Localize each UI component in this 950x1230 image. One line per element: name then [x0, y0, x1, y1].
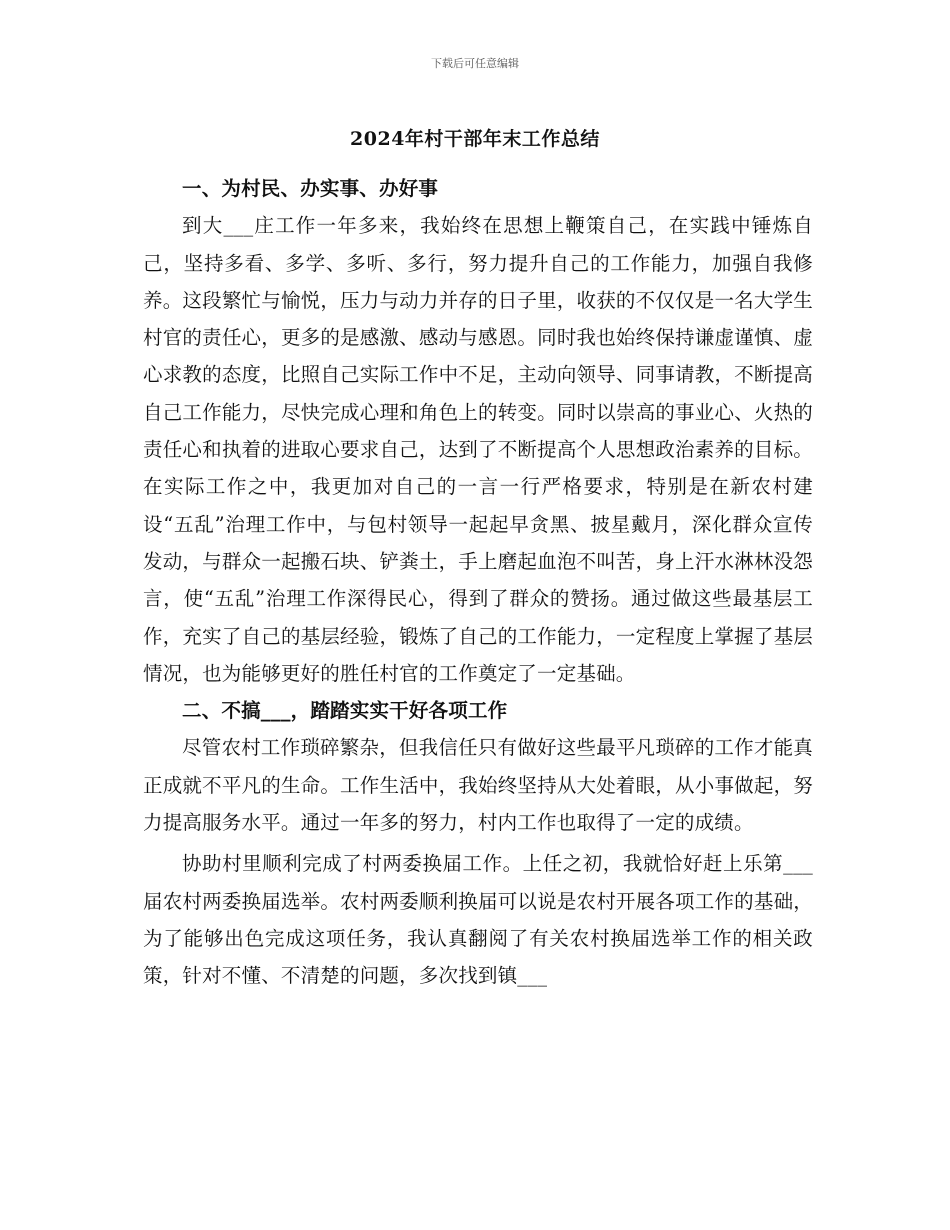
document-title: 2024年村干部年末工作总结: [350, 128, 600, 150]
paragraph: 到大___庄工作一年多来，我始终在思想上鞭策自己，在实践中锤炼自己，坚持多看、多学、多听、多行，努力提升自己的工作能力，加强自我修养。这段繁忙与愉悦，压力与动力并存的日子里，收获的不仅仅是一名大学生村官的责任心，更多的是感激、感动与感恩。同时我也始终保持谦虚谨慎、虚心求教的态度，比照自己实际工作中不足，主动向领导、同事请教，不断提高自己工作能力，尽快完成心理和角色上的转变。同时以崇高的事业心、火热的责任心和执着的进取心要求自己，达到了不断提高个人思想政治素养的目标。在实际工作之中，我更加对自己的一言一行严格要求，特别是在新农村建设“五乱”治理工作中，与包村领导一起起早贪黑、披星戴月，深化群众宣传发动，与群众一起搬石块、铲粪土，手上磨起血泡不叫苦，身上汗水淋林没怨言，使“五乱”治理工作深得民心，得到了群众的赞扬。通过做这些最基层工作，充实了自己的基层经验，锻炼了自己的工作能力，一定程度上掌握了基层情况，也为能够更好的胜任村官的工作奠定了一定基础。: [143, 214, 813, 685]
section-heading-1: 一、为村民、办实事、办好事: [182, 177, 439, 200]
header-note: 下载后可任意编辑: [431, 57, 519, 70]
paragraph: 协助村里顺利完成了村两委换届工作。上任之初，我就恰好赶上乐第___届农村两委换届选举。农村两委顺利换届可以说是农村开展各项工作的基础，为了能够出色完成这项任务，我认真翻阅了有关农村换届选举工作的相关政策，针对不懂、不清楚的问题，多次找到镇___: [143, 852, 813, 988]
section-heading-2: 二、不搞___，踏踏实实干好各项工作: [182, 699, 508, 723]
paragraph: 尽管农村工作琐碎繁杂，但我信任只有做好这些最平凡琐碎的工作才能真正成就不平凡的生命。工作生活中，我始终坚持从大处着眼，从小事做起，努力提高服务水平。通过一年多的努力，村内工作也取得了一定的成绩。: [143, 736, 813, 835]
document-body: [143, 170, 813, 995]
